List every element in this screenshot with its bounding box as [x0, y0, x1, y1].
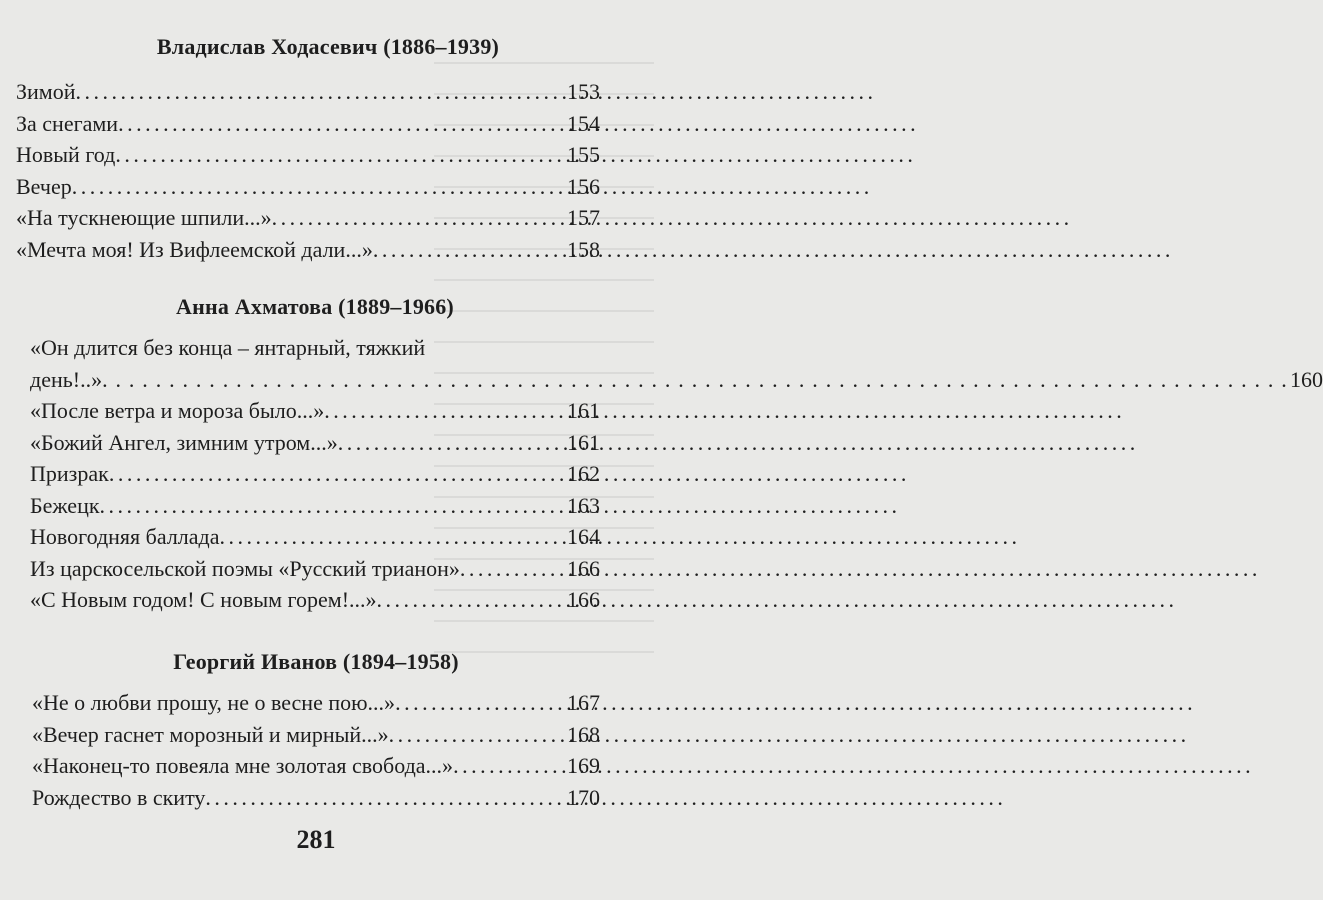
entry-title: За снегами [16, 110, 119, 136]
entry-title-line2-row [30, 364, 1323, 396]
author-heading: Анна Ахматова (1889–1966) [176, 294, 454, 319]
entry-page: 163 [567, 492, 600, 518]
dot-leader [453, 750, 565, 782]
toc-section-khodasevich [16, 30, 600, 265]
dot-leader [377, 584, 565, 616]
entry-title: «Мечта моя! Из Вифлеемской дали...» [16, 236, 373, 262]
author-heading: Владислав Ходасевич (1886–1939) [156, 34, 500, 59]
entry-title: «Не о любви прошу, не о весне пою...» [32, 690, 396, 715]
dot-leader [102, 364, 1288, 396]
dot-leader [205, 782, 565, 814]
entry-title: Рождество в скиту [32, 784, 206, 810]
entry-page: 156 [567, 173, 600, 199]
entry-page: 155 [567, 142, 600, 167]
entry-page: 166 [567, 587, 600, 612]
entry-title: «Наконец-то повеяла мне золотая свобода...» [32, 753, 454, 778]
toc-list [16, 76, 600, 265]
entry-page: 158 [567, 236, 600, 262]
entry-title: Призрак [30, 461, 109, 486]
toc-entry [30, 332, 1323, 395]
entry-page: 157 [567, 205, 600, 230]
toc-entry [30, 584, 600, 616]
dot-leader [272, 202, 565, 234]
entry-page: 167 [567, 690, 600, 715]
entry-title: Вечер [16, 173, 72, 199]
toc-section-akhmatova [30, 290, 1323, 616]
entry-page: 169 [567, 753, 600, 778]
toc-entry [16, 202, 600, 234]
entry-title: «С Новым годом! С новым горем!...» [30, 587, 377, 612]
toc-entry [30, 490, 600, 522]
toc-entry [32, 719, 600, 751]
toc-section-ivanov [32, 645, 600, 813]
entry-page: 166 [567, 555, 600, 581]
dot-leader [220, 521, 565, 553]
dot-leader [389, 719, 565, 751]
toc-entry [30, 521, 600, 553]
entry-title: «На тускнеющие шпили...» [16, 205, 272, 230]
toc-entry [32, 687, 600, 719]
dot-leader [115, 139, 565, 171]
dot-leader [72, 171, 565, 203]
toc-entry [16, 139, 600, 171]
entry-title: «После ветра и мороза было...» [30, 398, 325, 423]
entry-page: 162 [567, 461, 600, 486]
entry-page: 168 [567, 721, 600, 747]
entry-title: «Божий Ангел, зимним утром...» [30, 429, 338, 455]
entry-page: 161 [567, 398, 600, 423]
toc-entry [16, 108, 600, 140]
dot-leader [460, 553, 565, 585]
entry-title-line2: день!..» [30, 366, 103, 392]
entry-title: Новый год [16, 142, 116, 167]
toc-entry [32, 750, 600, 782]
dot-leader [100, 490, 565, 522]
entry-page: 154 [567, 110, 600, 136]
toc-list [30, 332, 1323, 616]
entry-page: 160 [1290, 366, 1323, 392]
entry-page: 164 [567, 524, 600, 549]
toc-entry [16, 76, 600, 108]
toc-entry [30, 458, 600, 490]
toc-entry [30, 395, 600, 427]
entry-page: 153 [567, 79, 600, 104]
toc-entry [30, 427, 600, 459]
toc-entry [30, 553, 600, 585]
toc-list [32, 687, 600, 813]
toc-entry [16, 234, 600, 266]
toc-entry [16, 171, 600, 203]
entry-title-line1: «Он длится без конца – янтарный, тяжкий [30, 335, 426, 360]
entry-page: 170 [567, 784, 600, 810]
page-number: 281 [296, 825, 336, 854]
toc-entry [32, 782, 600, 814]
entry-title: Зимой [16, 79, 76, 104]
dot-leader [324, 395, 565, 427]
dot-leader [395, 687, 565, 719]
dot-leader [373, 234, 565, 266]
dot-leader [109, 458, 565, 490]
entry-title: Новогодняя баллада [30, 524, 220, 549]
entry-title: «Вечер гаснет морозный и мирный...» [32, 721, 389, 747]
entry-title: Бежецк [30, 492, 100, 518]
author-heading: Георгий Иванов (1894–1958) [173, 649, 459, 674]
dot-leader [76, 76, 566, 108]
dot-leader [338, 427, 565, 459]
dot-leader [118, 108, 565, 140]
entry-page: 161 [567, 429, 600, 455]
entry-title: Из царскосельской поэмы «Русский трианон» [30, 555, 460, 581]
